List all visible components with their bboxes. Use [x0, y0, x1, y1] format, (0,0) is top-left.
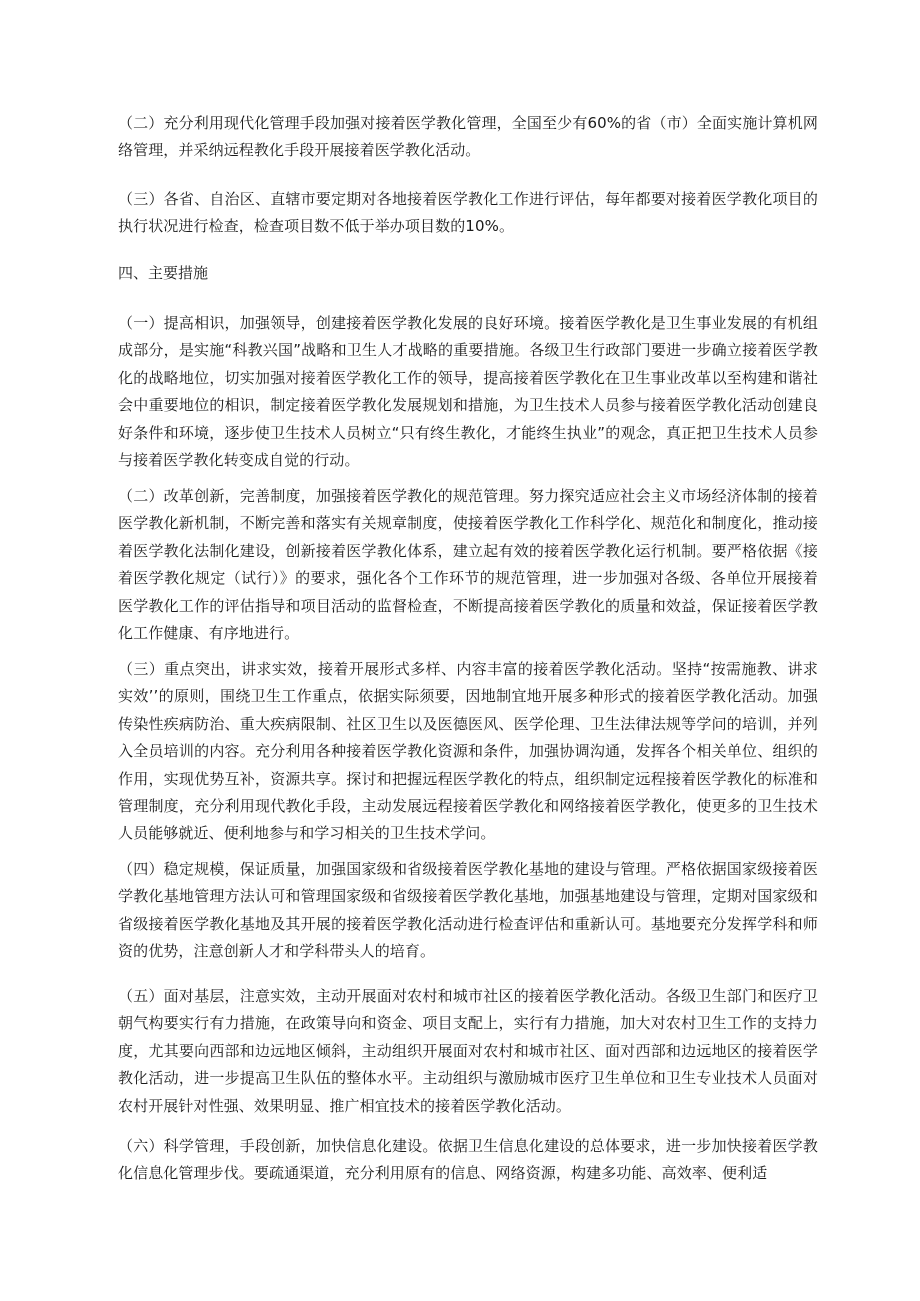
paragraph-4-4: （四）稳定规模，保证质量，加强国家级和省级接着医学教化基地的建设与管理。严格依据国家级接着医学教化基地管理方法认可和管理国家级和省级接着医学教化基地，加强基地建设与管理，定期对国家级和省级接着医学教化基地及其开展的接着医学教化活动进行检查评估和重新认可。基地要充分发挥学科和师资的优势，注意创新人才和学科带头人的培育。	[118, 860, 818, 961]
paragraph-2-3: （三）各省、自治区、直辖市要定期对各地接着医学教化工作进行评估，每年都要对接着医学教化项目的执行状况进行检查，检查项目数不低于举办项目数的10%。	[118, 190, 818, 236]
section-heading: 四、主要措施	[118, 264, 209, 282]
paragraph-2-2: （二）充分利用现代化管理手段加强对接着医学教化管理，全国至少有60%的省（市）全面实施计算机网络管理，并采纳远程教化手段开展接着医学教化活动。	[118, 114, 818, 160]
paragraph-4-3: （三）重点突出，讲求实效，接着开展形式多样、内容丰富的接着医学教化活动。坚持“按需施教、讲求实效’’的原则，围绕卫生工作重点，依据实际须要，因地制宜地开展多种形式的接着医学教化活动。加强传染性疾病防治、重大疾病限制、社区卫生以及医德医风、医学伦理、卫生法律法规等学问的培训，并列入全员培训的内容。充分利用各种接着医学教化资源和条件，加强协调沟通，发挥各个相关单位、组织的作用，实现优势互补，资源共享。探讨和把握远程医学教化的特点，组织制定远程接着医学教化的标准和管理制度，充分利用现代教化手段，主动发展远程接着医学教化和网络接着医学教化，使更多的卫生技术人员能够就近、便利地参与和学习相关的卫生技术学问。	[118, 660, 818, 843]
paragraph-4-6: （六）科学管理，手段创新，加快信息化建设。依据卫生信息化建设的总体要求，进一步加快接着医学教化信息化管理步伐。要疏通渠道，充分利用原有的信息、网络资源，构建多功能、高效率、便利适	[118, 1137, 818, 1183]
paragraph-4-1: （一）提高相识，加强领导，创建接着医学教化发展的良好环境。接着医学教化是卫生事业发展的有机组成部分，是实施“科教兴国”战略和卫生人才战略的重要措施。各级卫生行政部门要进一步确立接着医学教化的战略地位，切实加强对接着医学教化工作的领导，提高接着医学教化在卫生事业改革以至构建和谐社会中重要地位的相识，制定接着医学教化发展规划和措施，为卫生技术人员参与接着医学教化活动创建良好条件和环境，逐步使卫生技术人员树立“只有终生教化，才能终生执业”的观念，真正把卫生技术人员参与接着医学教化转变成自觉的行动。	[118, 314, 818, 470]
paragraph-4-5: （五）面对基层，注意实效，主动开展面对农村和城市社区的接着医学教化活动。各级卫生部门和医疗卫朝气构要实行有力措施，在政策导向和资金、项目支配上，实行有力措施，加大对农村卫生工作的支持力度，尤其要向西部和边远地区倾斜，主动组织开展面对农村和城市社区、面对西部和边远地区的接着医学教化活动，进一步提高卫生队伍的整体水平。主动组织与激励城市医疗卫生单位和卫生专业技术人员面对农村开展针对性强、效果明显、推广相宜技术的接着医学教化活动。	[118, 987, 818, 1115]
paragraph-4-2: （二）改革创新，完善制度，加强接着医学教化的规范管理。努力探究适应社会主义市场经济体制的接着医学教化新机制，不断完善和落实有关规章制度，使接着医学教化工作科学化、规范化和制度化，推动接着医学教化法制化建设，创新接着医学教化体系，建立起有效的接着医学教化运行机制。要严格依据《接着医学教化规定（试行）》的要求，强化各个工作环节的规范管理，进一步加强对各级、各单位开展接着医学教化工作的评估指导和项目活动的监督检查，不断提高接着医学教化的质量和效益，保证接着医学教化工作健康、有序地进行。	[118, 487, 818, 643]
